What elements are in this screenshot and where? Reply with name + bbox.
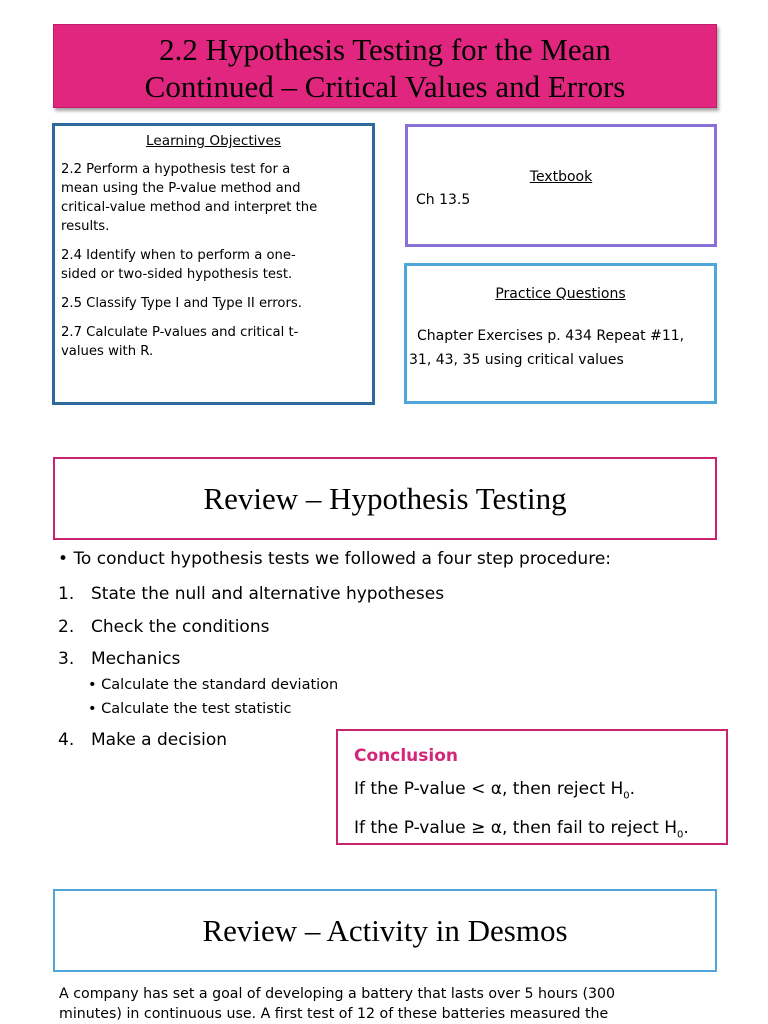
practice-questions-box	[404, 263, 717, 404]
conclusion-reject: If the P-value < α, then reject $H_0$.	[354, 779, 636, 802]
review-desmos-heading: Review – Activity in Desmos	[53, 889, 717, 972]
objective-2-5: 2.5 Classify Type I and Type II errors.	[61, 296, 302, 311]
textbook-heading: Textbook	[529, 169, 593, 185]
bullet-icon: •	[58, 549, 74, 569]
conclusion-heading: Conclusion	[354, 746, 458, 766]
objective-2-7: 2.7 Calculate P-values and critical t- values with R.	[61, 325, 299, 359]
practice-questions-heading: Practice Questions	[495, 286, 626, 302]
page-title	[53, 24, 717, 108]
textbook-box	[405, 124, 717, 247]
title-line-1: 2.2 Hypothesis Testing for the Mean	[159, 32, 611, 67]
step-1: 1. State the null and alternative hypotheses	[58, 584, 445, 604]
bullet-icon: •	[88, 701, 102, 717]
conclusion-fail-to-reject: If the P-value ≥ α, then fail to reject $H_0$.	[354, 818, 689, 841]
objective-2-4: 2.4 Identify when to perform a one- sided or two-sided hypothesis test.	[61, 248, 296, 282]
practice-questions-text: Chapter Exercises p. 434 Repeat #11, 31, 43, 35 using critical values	[409, 328, 685, 368]
procedure-intro: • To conduct hypothesis tests we followed a four step procedure:	[58, 549, 612, 569]
bullet-icon: •	[88, 677, 102, 693]
step-4: 4. Make a decision	[58, 730, 228, 750]
objective-2-2: 2.2 Perform a hypothesis test for a mean using the P-value method and critical-value method and interpret the results.	[61, 162, 318, 234]
learning-objectives-heading: Learning Objectives	[146, 133, 281, 149]
textbook-reference: Ch 13.5	[416, 192, 471, 208]
conclusion-box	[336, 729, 728, 845]
step-3: 3. Mechanics	[58, 649, 181, 669]
substep-test-statistic: • Calculate the test statistic	[88, 701, 292, 717]
title-line-2: Continued – Critical Values and Errors	[144, 69, 626, 104]
review-hypothesis-heading: Review – Hypothesis Testing	[53, 457, 717, 540]
activity-text: A company has set a goal of developing a battery that lasts over 5 hours (300 minutes) in continuous use. A first test of 12 of these batteries measured the	[59, 986, 616, 1022]
learning-objectives-box	[52, 123, 375, 405]
step-2: 2. Check the conditions	[58, 617, 270, 637]
substep-standard-deviation: • Calculate the standard deviation	[88, 677, 339, 693]
